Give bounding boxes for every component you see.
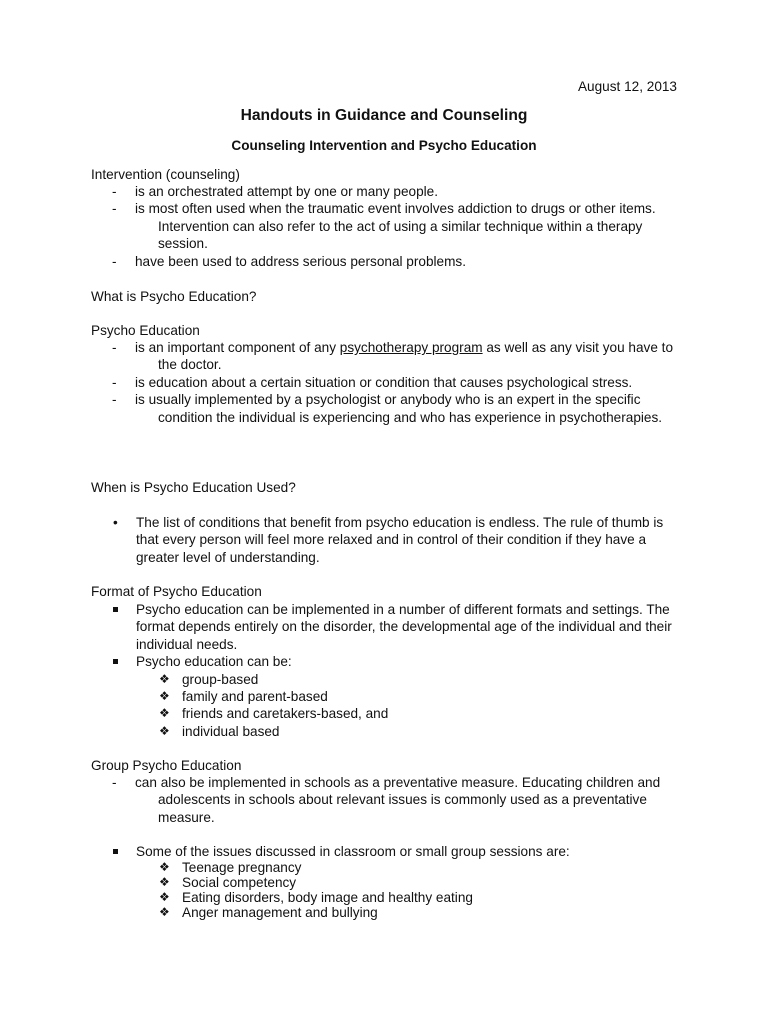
list-item: - is most often used when the traumatic event involves addiction to drugs or other items. Intervention can also refer to the act of using a similar technique within a therapy session.	[112, 201, 656, 252]
issues-sub-list	[159, 860, 675, 920]
list-item: ❖ friends and caretakers-based, and	[159, 706, 389, 722]
section-heading-what-is: What is Psycho Education?	[91, 289, 257, 304]
list-item: - is an important component of any psychotherapy program as well as any visit you have to the doctor.	[112, 340, 673, 373]
list-item: - is education about a certain situation or condition that causes psychological stress.	[112, 374, 633, 390]
list-item: - is an orchestrated attempt by one or many people.	[112, 184, 439, 199]
list-item: ❖ family and parent-based	[159, 689, 328, 705]
section-heading-when-used: When is Psycho Education Used?	[91, 480, 296, 495]
document-subtitle: Counseling Intervention and Psycho Education	[231, 138, 537, 153]
list-item: ❖ Teenage pregnancy	[159, 860, 302, 876]
list-item: - have been used to address serious personal problems.	[112, 253, 466, 269]
format-sub-list	[159, 671, 675, 741]
list-item: - is usually implemented by a psychologist or anybody who is an expert in the specific condition the individual is experiencing and who has experience in psychotherapies.	[112, 392, 663, 425]
list-item: ❖ Social competency	[159, 875, 297, 891]
list-item: Psycho education can be: ❖ group-based ❖ family and parent-based ❖ friends and caretakers-based, and ❖ individual based	[113, 653, 675, 740]
list-item: ❖ Eating disorders, body image and healthy eating	[159, 890, 473, 906]
section-heading-format: Format of Psycho Education	[91, 584, 262, 599]
document-title: Handouts in Guidance and Counseling	[240, 107, 528, 124]
section-heading-psycho-education: Psycho Education	[91, 323, 200, 338]
section-heading-intervention: Intervention (counseling)	[91, 167, 240, 182]
group-list	[112, 774, 675, 826]
issues-list	[113, 843, 675, 920]
list-item: ❖ Anger management and bullying	[159, 905, 378, 921]
list-item: Some of the issues discussed in classroom or small group sessions are: ❖ Teenage pregnancy ❖ Social competency ❖ Eating disorders, body image and healthy eating ❖ Anger management and bullying	[113, 843, 675, 920]
list-item: ❖ individual based	[159, 723, 280, 739]
when-used-list	[113, 514, 675, 566]
format-list	[113, 601, 675, 740]
document-date: August 12, 2013	[577, 79, 677, 94]
section-heading-group: Group Psycho Education	[91, 758, 242, 773]
intervention-list	[112, 183, 675, 270]
list-item: Psycho education can be implemented in a number of different formats and settings. The format depends entirely on the disorder, the developmental age of the individual and their individual needs.	[113, 601, 675, 653]
list-item: - can also be implemented in schools as a preventative measure. Educating children and adolescents in schools about relevant issues is commonly used as a preventative measure.	[112, 775, 661, 825]
list-item: • The list of conditions that benefit from psycho education is endless. The rule of thumb is that every person will feel more relaxed and in control of their condition if they have a greater level of understanding.	[113, 515, 664, 565]
psychotherapy-program-link[interactable]: psychotherapy program	[339, 340, 483, 355]
list-item: ❖ group-based	[159, 671, 259, 687]
psycho-education-list	[112, 339, 675, 426]
